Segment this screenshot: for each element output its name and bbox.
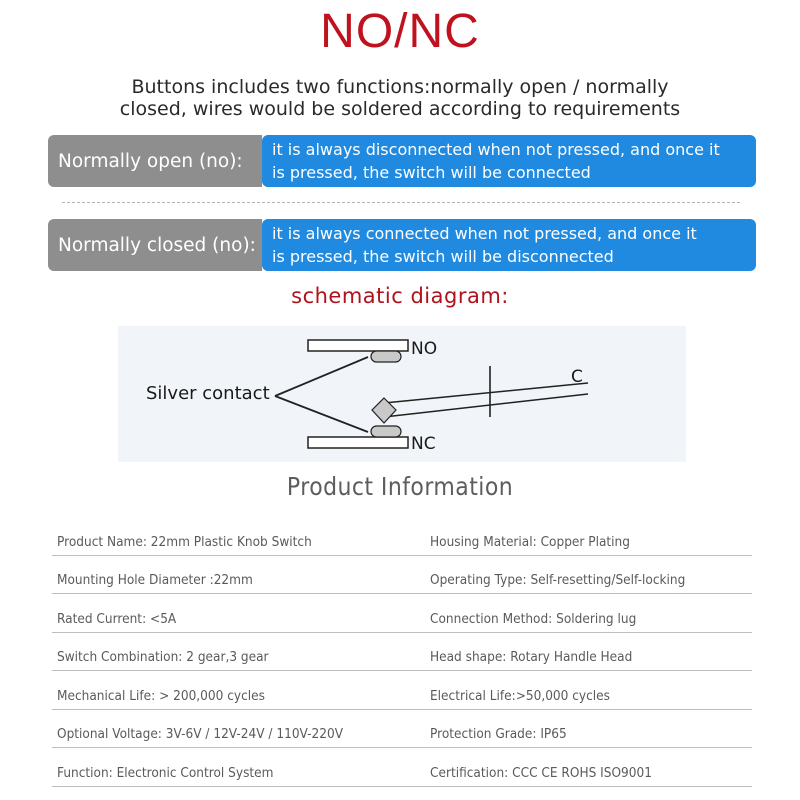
silver-contact-label: Silver contact	[146, 383, 270, 404]
spec-operating-type: Operating Type: Self-resetting/Self-locking	[430, 572, 686, 588]
normally-closed-desc-line-1: it is always connected when not pressed, and once it	[272, 224, 697, 243]
spec-certification: Certification: CCC CE ROHS ISO9001	[430, 764, 652, 781]
normally-closed-description	[262, 219, 756, 271]
spec-function: Function: Electronic Control System	[57, 764, 274, 781]
spec-electrical-life: Electrical Life:>50,000 cycles	[430, 687, 610, 704]
spec-row	[52, 517, 752, 556]
normally-closed-row	[48, 219, 756, 271]
intro-text	[80, 76, 720, 120]
no-label: NO	[411, 339, 438, 359]
schematic-heading: schematic diagram:	[291, 284, 509, 308]
spec-housing-material: Housing Material: Copper Plating	[430, 533, 630, 550]
nc-label: NC	[411, 434, 436, 454]
pointer-line-nc	[275, 396, 368, 432]
spec-connection-method: Connection Method: Soldering lug	[430, 610, 637, 627]
normally-open-desc-line-1: it is always disconnected when not pressed, and once it	[272, 140, 720, 159]
product-info-heading: Product Information	[286, 472, 514, 501]
normally-closed-desc-line-2: is pressed, the switch will be disconnected	[272, 247, 614, 266]
lever-top-edge	[384, 383, 588, 403]
lever-bottom-edge	[384, 394, 588, 417]
pointer-line-no	[275, 357, 368, 396]
spec-row	[52, 556, 752, 595]
spec-optional-voltage: Optional Voltage: 3V-6V / 12V-24V / 110V-220V	[57, 726, 344, 742]
spec-rated-current: Rated Current: <5A	[57, 610, 177, 627]
schematic-diagram	[118, 326, 686, 462]
spec-switch-combination: Switch Combination: 2 gear,3 gear	[57, 649, 269, 665]
spec-head-shape: Head shape: Rotary Handle Head	[430, 649, 633, 665]
nc-silver-contact	[371, 426, 401, 437]
normally-open-row	[48, 135, 756, 187]
spec-row	[52, 594, 752, 633]
c-label: C	[571, 367, 583, 387]
spec-row	[52, 710, 752, 749]
schematic-svg	[118, 326, 686, 462]
normally-closed-label: Normally closed (no):	[48, 219, 262, 271]
intro-line-2: closed, wires would be soldered according to requirements	[119, 98, 681, 120]
no-terminal	[308, 340, 408, 351]
spec-row	[52, 633, 752, 672]
normally-open-desc-line-2: is pressed, the switch will be connected	[272, 163, 591, 182]
spec-mechanical-life: Mechanical Life: > 200,000 cycles	[57, 687, 265, 704]
spec-table	[52, 517, 752, 787]
spec-protection-grade: Protection Grade: IP65	[430, 726, 567, 742]
nc-terminal	[308, 437, 408, 448]
spec-row	[52, 671, 752, 710]
spec-row	[52, 748, 752, 787]
normally-open-label: Normally open (no):	[48, 135, 262, 187]
intro-line-1: Buttons includes two functions:normally open / normally	[131, 76, 669, 98]
spec-mounting-hole: Mounting Hole Diameter :22mm	[57, 572, 253, 588]
page-title: NO/NC	[320, 5, 480, 58]
dashed-divider	[62, 202, 740, 203]
normally-open-description	[262, 135, 756, 187]
no-silver-contact	[371, 351, 401, 362]
spec-product-name: Product Name: 22mm Plastic Knob Switch	[57, 533, 312, 550]
